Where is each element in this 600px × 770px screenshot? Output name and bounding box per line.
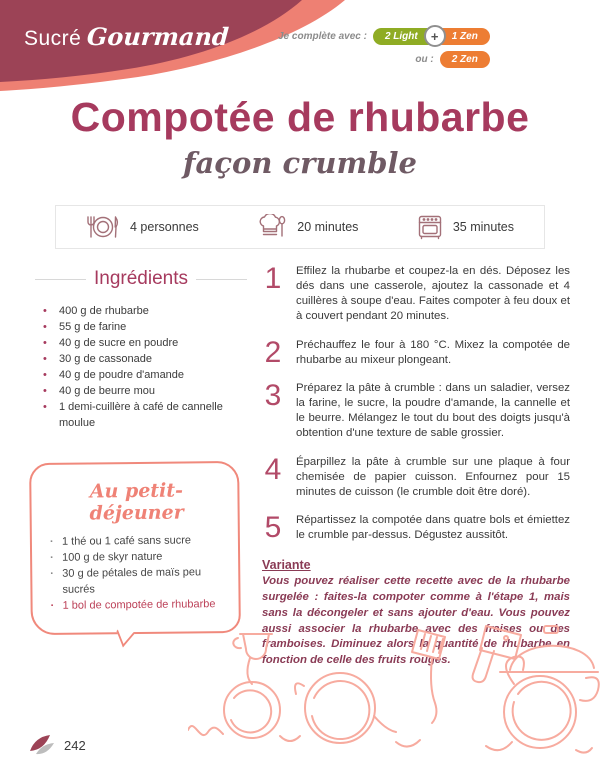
step-text: Préparez la pâte à crumble : dans un saladier, versez la farine, le sucre, la poudre d'amande, la cannelle et le beurre. Mélangez le tout du bout des doigts jusqu'à obtention d'une texture de sable grossier. (296, 381, 570, 440)
ingredient-item: • 40 g de poudre d'amande (43, 368, 247, 384)
step-text: Effilez la rhubarbe et coupez-la en dés. Déposez les dés dans une casserole, ajoutez la cassonade et 4 cuillères à soupe d'eau. Faites compoter à feu doux et à couvert pendant 20 minutes. (296, 265, 570, 323)
recipe-step (262, 513, 570, 543)
cook-time-info (417, 214, 514, 240)
recipe-title: Compotée de rhubarbe (70, 94, 530, 140)
recipe-step (262, 452, 570, 500)
breakfast-heading: Au petit-déjeuner (89, 479, 184, 525)
recipe-meta-bar (55, 205, 545, 249)
heading-rule-left (35, 279, 86, 280)
chef-hat-icon (257, 214, 287, 240)
ingredient-item: • 55 g de farine (43, 320, 247, 336)
step-number: 2 (264, 335, 282, 369)
points-row-primary (278, 26, 490, 46)
prep-time-label: 20 minutes (297, 220, 359, 234)
leaf-icon (28, 734, 58, 756)
variant-heading: Variante (262, 558, 311, 573)
servings-label: 4 personnes (130, 220, 199, 234)
plus-icon: + (424, 25, 446, 47)
breakfast-item: · 1 thé ou 1 café sans sucre (50, 533, 224, 551)
breakfast-item-highlighted: · 1 bol de compotée de rhubarbe (51, 597, 225, 615)
recipe-step (262, 264, 570, 325)
cook-time-label: 35 minutes (452, 220, 514, 234)
points-badges (278, 26, 490, 72)
step-number: 4 (264, 452, 282, 486)
points-label: Je complète avec : (278, 30, 367, 42)
ingredients-list (35, 304, 247, 432)
brand-name-regular: Sucré (24, 27, 82, 50)
ingredient-item: • 40 g de beurre mou (43, 384, 247, 400)
ingredient-item: • 400 g de rhubarbe (43, 304, 247, 320)
steps-section (262, 264, 570, 669)
points-row-alternative (278, 49, 490, 69)
recipe-subtitle: façon crumble (183, 146, 417, 180)
step-text: Répartissez la compotée dans quatre bols et émiettez le crumble par-dessus. Dégustez aussitôt. (296, 514, 570, 542)
ingredient-item: • 30 g de cassonade (43, 352, 247, 368)
ingredients-heading-row (35, 268, 247, 290)
heading-rule-right (196, 279, 247, 280)
ingredient-item: • 40 g de sucre en poudre (43, 336, 247, 352)
step-number: 5 (264, 511, 282, 545)
step-number: 3 (264, 378, 282, 412)
recipe-step (262, 378, 570, 442)
brand-logo (24, 22, 229, 51)
badge-zen-2: 2 Zen (440, 51, 490, 68)
step-text: Éparpillez la pâte à crumble sur une plaque à four chemisée de papier cuisson. Enfournez pour 15 minutes de cuisson (le crumble doit être doré). (296, 455, 570, 498)
badge-light: 2 Light (373, 28, 436, 45)
brand-name-script: Gourmand (86, 22, 231, 51)
page-number: 242 (64, 737, 86, 753)
plate-cutlery-icon (86, 214, 120, 240)
ingredients-section (35, 268, 247, 432)
ingredients-heading: Ingrédients (94, 268, 189, 289)
step-text: Préchauffez le four à 180 °C. Mixez la compotée de rhubarbe au mixeur plongeant. (296, 338, 570, 366)
variant-text: Vous pouvez réaliser cette recette avec de la rhubarbe surgelée : faites-la compoter comme à l'étape 1, mais sans la décongeler et sans ajouter d'eau. Vous pouvez aussi associer la rhubarbe avec des fraises ou des framboises. Diminuez alors la quantité de rhubarbe en fonction de celle des fruits rouges. (262, 575, 570, 667)
step-number: 1 (264, 262, 282, 295)
servings-info (86, 214, 199, 240)
badge-zen-1: 1 Zen (434, 28, 490, 45)
oven-icon (417, 214, 443, 240)
recipe-step (262, 335, 570, 369)
prep-time-info (257, 214, 358, 240)
kitchen-lineart-decoration (188, 614, 600, 764)
breakfast-suggestion-bubble (29, 461, 241, 635)
breakfast-list (50, 533, 225, 615)
breakfast-item: · 30 g de pétales de maïs peu sucrés (50, 565, 224, 599)
ingredient-item: • 1 demi-cuillère à café de cannelle moulue (43, 400, 247, 432)
or-label: ou : (415, 53, 434, 65)
breakfast-item: · 100 g de skyr nature (50, 549, 224, 567)
page-footer (28, 734, 86, 756)
